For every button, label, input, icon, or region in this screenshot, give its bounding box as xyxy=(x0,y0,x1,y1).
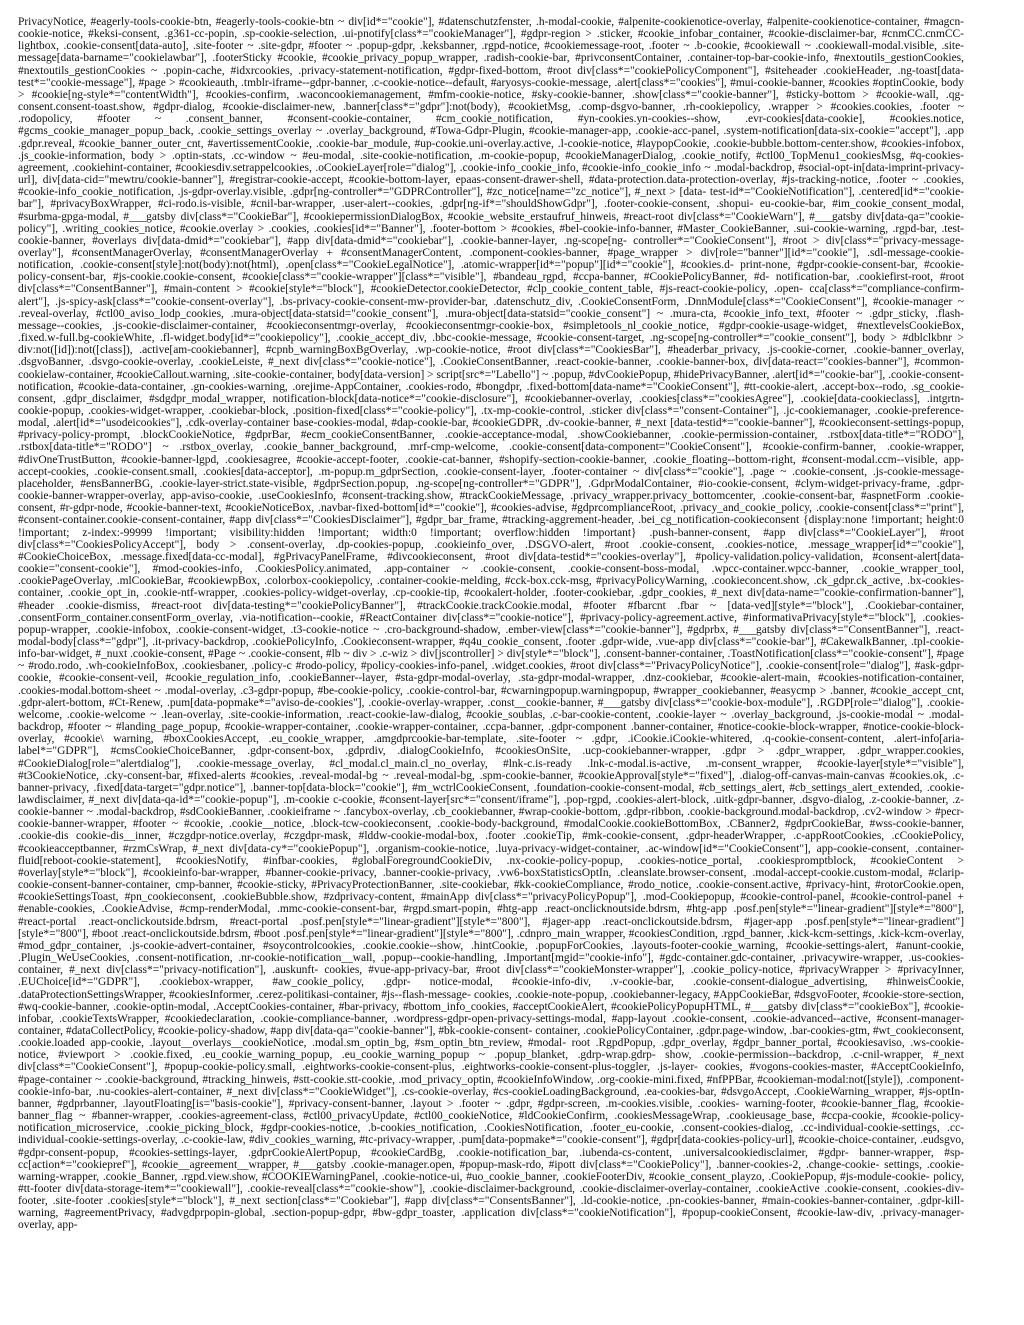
document-body-text: PrivacyNotice, #eagerly-tools-cookie-btn, #eagerly-tools-cookie-btn ~ div[id*="cookie"], #datenschutzfenster, .h-modal-cookie, #alpenite-cookienotice-overlay, #alpenite-cookienotice-container, #magcn-cookie-notice, #keksi-consent, .g361-cc-popin, .sp-cookie-selection, .ui-pnotify[class*="cookieManager"], #gdpr-region > .sticker, #cookie_infobar_container, #cookie-disclaimer-bar, #cnmCC.cnmCC-lightbox, .cookie-consent[data-auto], .site-footer ~ .site-gdpr, #footer ~ .popup-gdpr, .keksbanner, .rgpd-notice, #cookiemessage-root, .footer ~ .b-cookie, #cookiewall ~ .cookiewall-modal.visible, .site-message[data-barname="cookielawbar"], .footerSticky #cookie, #cookie_privacy_popup_wrapper, .radish-cookie-bar, #privconsentContainer, .container-top-bar-cookie-info, #nextoutils_gestionCookies, #nextoutils_gestionCookies ~ .popin-cache, #idxrcookies, .privacy-statement-notification, #gdpr-fixed-bottom, #root div[class*="cookiePolicyComponent"], #siteheader .cookieHeader, .ng-toast[data-test*="cookie-message"], #page > #cookieauth, .tmblr-iframe--gdpr-banner, .c-cookie-notice--default, #aryosys-cookie-message, .alert[class*="cookies"], #mui-cookie-banner, #cookies #optinCookie, body > #cookie[ng-style*="contentWidth"], #cookies-confirm, .waconcookiemanagement, #mfm-cookie-notice, #sky-cookie-banner, .show[class*="cookie-banner"], #sticky-bottom > #cookie-wall, .qg-consent.consent-toast.show, #gdpr-dialog, #cookie-disclaimer-new, .banner[class*="gdpr"]:not(body), #cookietMsg, .comp-dsgvo-banner, .rh-cookiepolicy, .wrapper > #cookies.cookies, .footer ~ .rodopolicy, #footer ~ .consent_banner, #consent-cookie-container, #cm_cookie_notification, #yn-cookies.yn-cookies--show, .evr-cookies[data-cookie], #cookies.notice, #gcms_cookie_manager_popup_back, .cookie_settings_overlay ~ .overlay_background, #Towa-Gdpr-Plugin, #cookie-manager-app, .cookie-acc-panel, .system-notification[data-six-cookie="accept"], .app .gdpr.reveal, #cookie_banner_outer_cnt, #avertissementCookie, .cookie-bar_module, #up-cookie.uni-overlay.active, .l-cookie-notice, #laypopCookie, .cookie-bubble.bottom-center.show, #cookies-infobox, .js_cookie-information, body > .optin-stats, .cc-window ~ #eu-modal, .site-cookie-notification, .m-cookie-popup, #cookieManagerDialog, .cookie_notify, #ctl00_TopMenu1_cookiesMsg, #q-cookies-agreement, .cookiehint-container, #cookiesdiv.setrappelcookies, .oCookieLayer[role="dialog"], .cookie-info_cookie_info, #cookie-info_cookie_info ~ .modal-backdrop, #social-opt-in[data-imprint-privacy-url], div[data-cid="mewtru/cookie-banner"], #registrar-cookie-accept, #cookie-bottom-layer, epaas-consent-drawer-shell, #data-protection.data-protection-overlay, #js-tracking-notice, .footer ~ .cookies, #cookie-info_cookie_notification, .js-gdpr-overlay.visible, .gdpr[ng-controller*="GDPRController"], #zc_notice[name="zc_notice"], #_next > [data- test-id*="CookieNotification"], .centered[id*="cookie-bar"], #privacyBoxWrapper, #ci-rodo.is-visible, #cnil-bar-wrapper, .user-alert--cookies, .gdpr[ng-if*="shouldShowGdpr"], .footer-cookie-consent, .shopui- eu-cookie-bar, #im_cookie_consent_modal, #surbma-gpga-modal, #___gatsby div[class*="CookieBar"], #cookiepermissionDialogBox, #cookie_website_erstaufruf_hinweis, #react-root div[class*="CookieWarn"], #___gatsby div[data-qa="cookie-policy"], .writing_cookies_notice, #cookie.overlay > .cookies, .cookies[id*="Banner"], .footer-bottom > #cookies, #bel-cookie-info-banner, #Master_CookieBanner, .sui-cookie-warning, .rgpd-bar, .test-cookie-banner, #overlays div[data-dmid*="cookiebar"], #app div[data-dmid*="cookiebar"], .cookie-banner-layer, .ng-scope[ng- controller*="CookieConsent"], #root > div[class*="privacy-message-overlay"], #consentManagerOverlay, #consentManagerOverlay + #consentManagerContent, .component-cookies-banner, #page_wrapper > div[role="banner"][id*="cookie"], .sdl-message-cookie-notification, .cookie-consent[style]:not(body):not(html), .open[class*="CookieLegalNotice"], .atomic-wrapper[id*="popup"][id*="cookie"], #cookies.d- print-none, #gdpr-cookie-consent-bar, #cookie-policy-consent-bar, #js-cookie.cookie-consent, #cookie[class*="cookie-wrapper"][class*="visible"], #bandeau_rgpd, #ccpa-banner, #CookiePolicyBanner, #d- notification-bar, .cookiefirst-root, #root div[class*="ConsentBanner"], #main-content > #cookie[style*="block"], #cookieDetector.cookieDetector, #clp_cookie_content_table, #js-react-cookie-policy, .open- cca[class*="compliance-confirm-alert"], .js-spicy-ask[class*="cookie-consent-overlay"], .bs-privacy-cookie-consent-mw-provider-bar, .datenschutz_div, .CookieConsentForm, .DnnModule[class*="CookieConsent"], #cookie-manager ~ .reveal-overlay, #ctl00_aviso_lodp_cookies, .mura-object[data-statsid="cookie_consent"], .mura-object[data-statsid="cookie_consent"] ~ .mura-cta, #cookie_info_text, #footer ~ .gdpr_sticky, .flash-message--cookies, .js-cookie-disclaimer-container, #cookieconsentmgr-overlay, #cookieconsentmgr-cookie-box, #simpletools_nl_cookie_notice, #gdpr-cookie-usage-widget, #nextlevelsCookieBox, .fixed.w-full.bg-cookieWhite, .fl-widget.body[id*="cookiepolicy"], .cookie_accept_div, .bbc-cookie-message, #cookie-consent-target, .ng-scope[ng-controller*="cookie_consent"], body > #dblclkbnr > div:not([id]):not([class]), .active[am-cookiebanner], #cpnb_warningBoxBgOverlay, .wp-cookie-notice, #root div[class*="CookiesBar"], #headerbar_privacy, .js-cookie-corner, .cookie-banner_overlay, .dsgvoBanner, .dsvgo-cookie-overlay, .cookieLeiste, #_next div[class*="cookie-notice"], .CookieConsentBanner, .react-cookie-banner, .cookie-banner-box, div[data-react="cookies-banner"], #common-cookielaw-container, #cookieCallout.warning, .site-cookie-container, body[data-version] > script[src*="Labello"] ~ .popup, #dvCookiePopup, #hidePrivacyBanner, .alert[id*="cookie-bar"], .cookie-consent-notification, #cookie-data-container, .gn-cookies-warning, .orejime-AppContainer, .cookies-rodo, #bongdpr, .fixed-bottom[data-name*="CookieConsent"], #tt-cookie-alert, .accept-box--rodo, .sg_cookie-consent, .gdpr_disclaimer, #sdgdpr_modal_wrapper, notification-block[data-notice*="cookie-disclosure"], #cookiebanner-overlay, .cookies[class*="cookiesAgree"], .cookie[data-cookieclass], .intgrtn-cookie-popup, .cookies-widget-wrapper, .cookiebar-block, .position-fixed[class*="cookie-policy"], .tx-mp-cookie-control, .sticker div[class*="consent-Container"], .jc-cookiemanager, .cookie-preference-modal, .alert[id*="usodeicookies"], .cdk-overlay-container base-cookies-modal, #dap-cookie-bar, #cookieGDPR, .dv-cookie-banner, #_next [data-testid*="cookie-banner"], #cookieconsent-settings-popup, #privacy-policy-prompt, .blockCookieNotice, #gdprBar, #ecm_cookieConsentBanner, .cookie-acceptance-modal, .showCookiebanner, .cookie-permission-container, .rstbox[data-title*="RODO"], .rstbox[data-title*="RODO"] ~ .rstbox_overlay, .cookie_banner_background, .mrf-cmp-welcome, .cookie-consent[data-component="CookieConsent"], #cookie-confirm-banner, .cookie-wrapper, #divOneTrustButton, #cookie-banner-lgpd, .cookiesagree, #cookie-accept-footer, .cookie-cat-banner, #shopify-section-cookie-banner, .cookie_floating--bottom-right, #consent-modal.ccm--visible, app-accept-cookies, .cookie-consent.small, .cookies[data-acceptor], .m-popup.m_gdprSection, .cookie-consent-layer, .footer-container ~ div[class*="cookie"], .page ~ .cookie-consent, .js-cookie-message-placeholder, #ensBannerBG, .cookie-layer-strict.state-visible, #gdprSection.popup, .ng-scope[ng-controller*="GDPR"], .GdprModalContainer, #io-cookie-consent, #clym-widget-privacy-frame, .gdpr-cookie-banner-wrapper-overlay, app-aviso-cookie, .useCookiesInfo, #consent-tracking.show, #trackCookieMessage, .privacy_wrapper.privacy_bottomcenter, .cookie-consent-bar, #aspnetForm .cookie-consent, #r-gdpr-node, #cookie-banner-text, #cookieNoticeBox, .navbar-fixed-bottom[id*="cookie"], #cookies-advise, #gdprcomplianceRoot, .privacy_and_cookie_policy, .cookie-consent[class*="print"], #consent-container.cookie-consent-container, #app div[class*="CookiesDisclaimer"], #gdpr_bar_frame, #tracking-aggrement-header, .bei_cg_notification-cookieconsent {display:none !important; height:0 !important; z-index:-99999 !important; visibility:hidden !important; width:0 !important; overflow:hidden !important} .push-banner-consent, #app div[class*="CookieLayer"], #root div[class*="CookiesPolicyAccept"], body > .consent-overlay, .dp-cookies-popup, .cookieinfo_over, .DSGVO-alert, #root .cookie-consent, .cookies-notice, .message_wrapper[id*="cookie"], #CookieChoiceBox, .message.fixed[data-cc-modal], #gPrivacyPanelFrame, #divcookieconsent, #root div[data-testid*="cookies-overlay"], #policy-validation.policy-validation, #consent-alert[data-cookie="consent-cookie"], #mod-cookies-info, .CookiesPolicy.animated, .app-container ~ .cookie-consent, .cookie-consent-boss-modal, .wpcc-container.wpcc-banner, .cookie_wrapper_tool, .cookiePageOverlay, .mlCookieBar, #cookiewpBox, .colorbox-cookiepolicy, .container-cookie-melding, #cck-box.cck-msg, #privacyPolicyWarning, .cookieconcent.show, .ck_gdpr.ck_active, .bx-cookies-container, .cookie_opt_in, .cookie-ntf-wrapper, .cookies-policy-widget-overlay, .cp-cookie-tip, #cookalert-holder, .footer-cookiebar, .gdpr_cookies, #_next div[data-name="cookie-confirmation-banner"], #header .cookie-dismiss, #react-root div[data-testing*="cookiePolicyBanner"], #trackCookie.trackCookie.modal, #footer #fbarcnt .fbar ~ [data-ved][style*="block"], .Cookiebar-container, .consentForm_container.consentForm_overlay, .via-notification--cookie, #ReactContainer div[class*="cookie-notice"], #privacy-policy-agreement.active, #informativaPrivacy[style*="block"], .cookies-popup-wrapper, .cookie-infobox, .cookie-consent-widget, .t3-cookie-notice ~ .cro-background-shadow, .ember-view[class*="cookie-banner"], #gdprbx, #___gatsby div[class*="ConsentBanner"], .react-modal-body[class*="gdpr"], .it-privacy-backdrop, .cookiePolicyInfo, .Cookieconsent-wrapper, #q4u_cookie_consent, .footer .gdpr-wide, .vue-app div[class*="cookie-bar"], #CakewalkBanner, .tpl-cookie-info-bar-widget, #_nuxt .cookie-consent, #Page ~ .cookie-consent, #lb ~ div > .c-wiz > div[jscontroller] > div[style*="block"], .consent-banner-container, .ToastNotification[class*="cookie-consent"], #page ~ #rodo.rodo, .wh-cookieInfoBox, .cookiesbaner, .policy-c #rodo-policy, #policy-cookies-info-panel, .widget.cookies, #root div[class*="PrivacyPolicyNotice"], .cookie-consent[role="dialog"], #ask-gdpr-cookie, #cookie-consent-veil, #cookie_regulation_info, .cookieBanner--layer, #sta-gdpr-modal-overlay, .sta-gdpr-modal-wrapper, .dnz-cookiebar, #cookie-alert-main, #cookies-notification-container, .cookies-modal.bottom-sheet ~ .modal-overlay, .c3-gdpr-popup, #be-cookie-policy, .cookie-control-bar, #cwarningpopup.warningpopup, #wrapper_cookiebanner, #easycmp > .banner, #cookie_accept_cnt, .gdpr-alert-bottom, #Ct-Renew, .pum[data-popmake*="aviso-de-cookies"], .cookie-overlay-wrapper, .const__cookie-banner, #___gatsby div[class*="cookie-box-module"], .RGDP[role="dialog"], .cookie-welcome, .cookie-welcome ~ .lean-overlay, .site-cookie-information, .react-cookie-law-dialog, #cookie_soublas, .c-bar-cookie-content, .cookie-layer ~ .overlay_background, .js-cookie-modal ~ .modal-backdrop, #footer ~ #landing_page_popup, #cookie-wrapper-container, .cookie-wrapper-container, .ccpa-banner, .gdpr-component .banner-container, #notice-cookie-block-wrapper, #notice-cookie-block-overlay, #cookie\ warning, #boxCookiesAccept, .eu_cookie_wrapper, .amgdprcookie-bar-template, .site-footer ~ .gdpr, .iCookie.iCookie-whitered, .q-cookie-consent-content, .alert-info[aria-label*="GDPR"], #cmsCookieChoiceBanner, .gdpr-consent-box, .gdprdiv, .dialogCookieInfo, #cookiesOnSite, .ucp-cookiebanner-wrapper, .gdpr > .gdpr_wrapper, .gdpr_wrapper.cookies, #CookieDialog[role="alertdialog"], .cookie-message_overlay, #cl_modal.cl_main.cl_no_overlay, #lnk-c.is-ready .lnk-c-modal.is-active, .m-consent_wrapper, #cookie-layer[style*="visible"], #t3CookieNotice, .cky-consent-bar, #fixed-alerts #cookies, .reveal-modal-bg ~ .reveal-modal-bg, .spm-cookie-banner, #cookieApproval[style*="fixed"], .dialog-off-canvas-main-canvas #cookies.ok, .c-banner-privacy, .fixed[data-target="gdpr.notice"], .banner-top[data-block="cookie"], #m_wctrlCookieConsent, .foundation-cookie-consent-modal, #cb_settings_alert, #cb_settings_alert_extended, .cookie-lawdisclaimer, #_next div[data-qa-id*="cookie-popup"], .m-cookie c-cookie, #consent-layer[src*="consent/iframe"], .pop-rgpd, .cookies-alert-block, .uitk-gdpr-banner, .dsgvo-dialog, .z-cookie-banner, .z-cookie-banner ~ .modal-backdrop, #sdCookieBanner, .cookieiframe ~ .fancybox-overlay, .cb_cookiebanner, #wrap-cookie-bottom, .gdpr-ribbon, .cookie-background.modal-backdrop, .cv2-window > #pecr-cookie-banner-wrapper, #footer ~ #cookie, .cookie__notice, .block-tcw-cookieconsent, .cookie-body-background, #modalCookie.cookieBottomBox, .CBanner2, #gdprCookieBar, #wss-cookie-banner, .cookie-dis cookie-dis__inner, #czgdpr-notice.overlay, #czgdpr-mask, #lddw-cookie-modal-box, .footer .cookieTip, #mk-cookie-consent, .gdpr-headerWrapper, .c-appRootCookies, .cCookiePolicy, #cookieacceptbanner, #rzmCsWrap, #_next div[data-cy*="cookiePopup"], .organism-cookie-notice, .luya-privacy-widget-container, .ac-window[id*="CookieConsent"], app-cookie-consent, .container-fluid[reboot-cookie-statement], #cookiesNotify, #infbar-cookies, #globalForegroundCookieDiv, .nx-cookie-policy-popup, .cookies-notice_portal, .cookiespromptblock, #cookieContent > #overlay[style*="block"], #cookieinfo-bar-wrapper, #banner-cookie-privacy, .banner-cookie-privacy, .vw6-boxStatisticsOptIn, .cleanslate.browser-consent, .modal-accept-cookie.custom-modal, #clarip-cookie-consent-banner-container, cmp-banner, #cookie-sticky, #PrivacyProtectionBanner, .site-cookiebar, #kk-cookieCompliance, #rodo_notice, .cookie-consent.active, #privacy-hint, #rotorCookie.open, #cookieSettingsToast, #pn_cookieconsent, .cookieBubble.show, #zdprivacy-content, #mainApp div[class*="privacyPolicyPopup"], .mod-Cookiepopup, #cookie-control-panel, #cookie-control-panel + #enable-cookies, .CookieAdvise, #cmp-renderModal, .mmc-cookie-consent-bar, #rgpd.smart-popin, #htg-app .react-onclicknoutside.bdrsm, #htg-app .posf.pen[style*="linear-gradient"][style*="800"], #react-portal .react-onclickoutside.bdrsm, #react-portal .posf.pen[style*="linear-gradient"][style*="800"], #jager-app .react-onclickoutside.bdrsm, #jager-app .posf.pen[style*="linear-gradient"][style*="800"], #boot .react-onclickoutside.bdrsm, #boot .posf.pen[style*="linear-gradient"][style*="800"], .cdnpro_main_wrapper, #cookiesCondition, .rgpd_banner, .kick-kcm-settings, .kick-kcm-overlay, #mod_gdpr_container, .js-cookie-advert-container, #soycontrolcookies, .cookie.cookie--show, .hintCookie, .popupForCookies, .layouts-footer-cookie_warning, #cookie-settings-alert, #anunt-cookie, .Plugin_WeUseCookies, .consent-notification, .nr-cookie-notification__wall, .popup--cookie-handling, .Important[mgid="cookie-info"], #gdc-container.gdc-container, .privacywire-wrapper, .us-cookies-container, #_next div[class*="privacy-notification"], .auskunft- cookies, #vue-app-privacy-bar, #root div[class*="cookieMonster-wrapper"], .cookie_policy-notice, #privacyWrapper > #privacyInner, .EUChoice[id*="GDPR"], .cookiebox-wrapper, #aw_cookie_policy, .gdpr- notice-modal, #cookie-info-div, .v-cookie-bar, .cookie-consent-dialogue_advertising, #hinweisCookie, .dataProtectionSettingsWrapper, #cookiesInformer, .cerez-politikasi-container, #js--flash-message- cookies, .cookie-note-popup, .cookiebanner-legacy, #AppCookieBar, #dsgvoFooter, #cookie-store-section, #wq-cookie-banner, .cookie-optin-modal, .AcceptCookies-container, #bar-privacy, #bottom_info_cookies, #acceptCookieAlert, #cookiePolicyPopupHTML, #___gatsby div[class*="cookieBox"], #cookie-infobar, .cookieTextsWrapper, #cookiedeclaration, .cookie-compliance-banner, .wordpress-gdpr-open-privacy-settings-modal, #app-layout .cookie-consent, .cookie-advanced--active, #consent-manager-container, #dataCollectPolicy, #cookie-policy-shadow, #app div[data-qa="cookie-banner"], #bk-cookie-consent- container, .cookiePolicyContainer, .gdpr.page-window, .bar-cookies-gtm, #wt_cookieconsent, .cookie.loaded app-cookie, .layout__overlays__cookieNotice, .modal.sm_optin_bg, #sm_optin_btn_review, #modal- root .RgpdPopup, .gdpr_overlay, #gdpr_banner_portal, #cookiesaviso, .ws-cookie-notice, #viewport > .cookie.fixed, .eu_cookie_warning_popup, .eu_cookie_warning_popup ~ .popup_blanket, .gdrp-wrap.gdrp- show, .cookie-permission--backdrop, .c-cnil-wrapper, #_next div[class*="CookieConsent"], #popup-cookie-policy.small, .eightworks-cookie-consent-plus, .eightworks-cookie-consent-plus-toggler, .js-layer- cookies, #vogons-cookies-master, #AcceptCookieInfo, #page-container ~ .cookie-background, #tracking_hinweis, #stt-cookie.stt-cookie, .mod_privacy_optin, #cookieInfoWindow, .org-cookie-mini.fixed, #nfPPBar, #cookieman-modal:not([style]), .component-cookie-info-bar, .nu-cookies-alert-container, #_next div[class*="CookieWidget"], .cs-cookie-overlay, #cs-cookieLoadingBackground, .ea-cookies-bar, #dsvgoAccept, .CookieWarning_wrapper, #js-optIn-banner, #gdprbanner, .layoutFloating[is="basis-cookie"], #privacy-consent-banner, .layout > .footer ~ .gdpr, #gdpr-screen, .m-cookies.visible, .cookies- warning-footer, #cookie-banner_flag, #cookie-banner_flag ~ #banner-wrapper, .cookies-agreement-class, #ctl00_privacyUpdate, #ctl00_cookieNotice, #ldCookieConfirm, .cookiesMessageWrap, .cookieusage_base, #ccpa-cookie, #cookie-policy-notification_microservice, .cookie_picking_block, #gdpr-cookies-notice, .b-cookies_notification, .CookiesNotification, .footer_eu-cookie, .consent-cookies-dialog, .cc-individual-cookie-settings, .cc-individual-cookie-settings-overlay, .c-cookie-law, #div_cookies_warning, #tc-privacy-wrapper, .pum[data-popmake*="cookie-consent"], #gdpr[data-cookies-policy-url], #cookie-choice-container, .eudsgvo, #gdpr-consent-popup, #cookies-settings-layer, .gdprCookieAlertPopup, #cookieCardBg, .cookie-notification_bar, .iubenda-cs-content, .universalcookiedisclaimer, #gdpr- banner-wrapper, #sp-cc[action*="cookiepref"], #cookie__agreement__wrapper, #___gatsby .cookie-manager.open, #popup-mask-rdo, #ipott div[class*="CookiePolicy"], .banner-cookies-2, .change-cookie- settings, .cookie-warning-wrapper, .cookie_Banner, .rgpd.view.show, #COOKIEWarningPanel, .cookie-notice-ui, #uo_cookie_banner, .cookieFooterDiv, #cookie_consent_playzo, .CookiePopup, #js-module-cookie- policy, #tt-footer div[data-storage-item*="cookiewall"], .cookie-reveal[class*="cookie-show"], .cookie-disclaimer-background, .cookie-disclaimer-overlay-container, .cookieActive .cookie-consent, .cookies-div- footer, .site-footer .cookies[style*="block"], #_next section[class*="Cookiebar"], #app div[class*="ConsentsBanner"], .ld-cookie-notice, .pn-cookies-banner, #main-cookies-banner-container, .gdpr-kill-warning, #agreementPrivacy, #advgdprpopin-global, .section-popup-gdpr, #bw-gdpr_toaster, .application div[class*="cookieNotification"], #popup-cookieConsent, #cookie-law-div, .privacy-manager-overlay, app- xyxy=(18,16,964,1232)
